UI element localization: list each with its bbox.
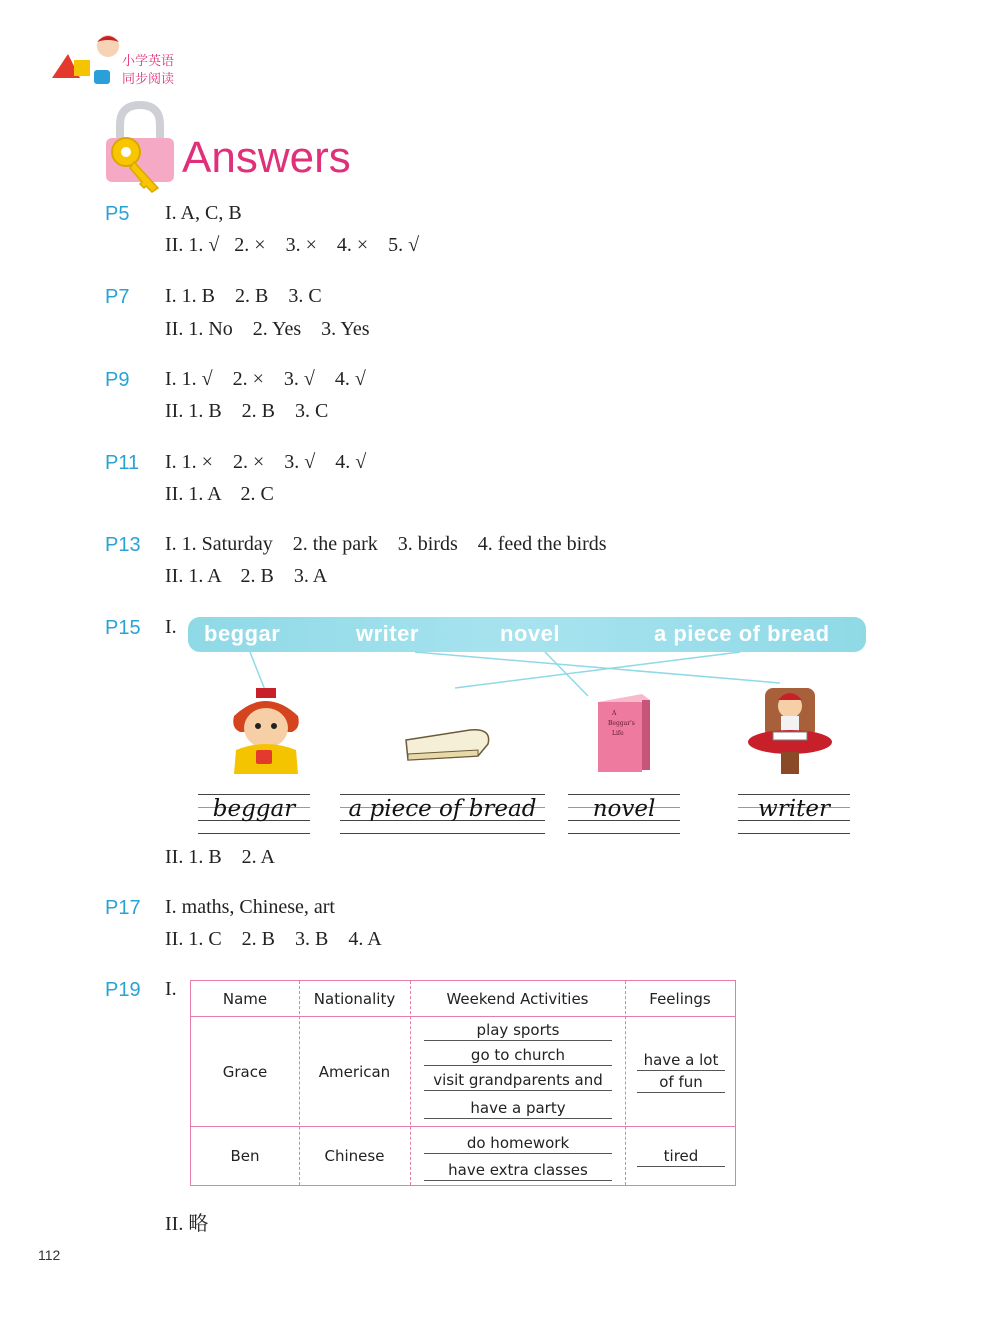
part-label: I. bbox=[165, 616, 177, 638]
answer-line: I. maths, Chinese, art bbox=[165, 896, 335, 918]
weekend-table bbox=[190, 980, 736, 1186]
activity-item: have extra classes bbox=[424, 1161, 612, 1181]
table-header: Name bbox=[222, 990, 268, 1008]
written-word: novel bbox=[592, 796, 656, 822]
nationality-cell: Chinese bbox=[324, 1147, 385, 1165]
page-label-p7: P7 bbox=[105, 286, 130, 308]
feeling-item: tired bbox=[637, 1147, 725, 1167]
name-cell: Grace bbox=[222, 1063, 268, 1081]
answer-line: II. 1. No 2. Yes 3. Yes bbox=[165, 318, 370, 340]
handwriting-line bbox=[738, 794, 850, 834]
activity-item: have a party bbox=[424, 1099, 612, 1119]
logo-line-2: 同步阅读 bbox=[122, 72, 175, 87]
activity-item: visit grandparents and bbox=[424, 1071, 612, 1091]
written-word: beggar bbox=[212, 796, 296, 822]
answer-line: I. 1. √ 2. × 3. √ 4. √ bbox=[165, 368, 366, 390]
activity-item: do homework bbox=[424, 1134, 612, 1154]
banner-word: novel bbox=[500, 621, 560, 646]
page-label-p19: P19 bbox=[105, 979, 141, 1001]
banner-word: beggar bbox=[204, 621, 281, 646]
answer-line: II. 1. A 2. C bbox=[165, 483, 274, 505]
banner-word: a piece of bread bbox=[654, 621, 830, 646]
banner-word: writer bbox=[356, 621, 419, 646]
name-cell: Ben bbox=[230, 1147, 260, 1165]
answer-line: I. 1. B 2. B 3. C bbox=[165, 285, 322, 307]
part-label: I. bbox=[165, 978, 177, 1000]
feeling-item: of fun bbox=[637, 1073, 725, 1093]
page-label-p11: P11 bbox=[105, 452, 140, 474]
page-label-p13: P13 bbox=[105, 534, 141, 556]
answer-line: II. 1. B 2. A bbox=[165, 846, 275, 868]
activity-item: go to church bbox=[424, 1046, 612, 1066]
nationality-cell: American bbox=[318, 1063, 391, 1081]
page-label-p9: P9 bbox=[105, 369, 130, 391]
table-header: Nationality bbox=[313, 990, 396, 1008]
logo-line-1: 小学英语 bbox=[122, 54, 175, 69]
table-header: Weekend Activities bbox=[446, 990, 589, 1008]
page-label-p17: P17 bbox=[105, 897, 141, 919]
novel-book-picture bbox=[594, 692, 652, 774]
book-title-word: A bbox=[612, 710, 617, 717]
answer-line: II. 1. A 2. B 3. A bbox=[165, 565, 328, 587]
answer-line: II. 1. B 2. B 3. C bbox=[165, 400, 329, 422]
answer-line: I. 1. × 2. × 3. √ 4. √ bbox=[165, 451, 367, 473]
page-title: Answers bbox=[182, 133, 351, 182]
written-word: writer bbox=[758, 796, 830, 822]
table-header: Feelings bbox=[649, 990, 711, 1008]
answer-line: II. 略 bbox=[165, 1213, 209, 1235]
answer-line: II. 1. √ 2. × 3. × 4. × 5. √ bbox=[165, 234, 420, 256]
page-label-p15: P15 bbox=[105, 617, 141, 639]
feeling-item: have a lot bbox=[637, 1051, 725, 1071]
bread-picture bbox=[400, 700, 495, 770]
answer-line: II. 1. C 2. B 3. B 4. A bbox=[165, 928, 382, 950]
written-word: a piece of bread bbox=[348, 796, 537, 822]
handwriting-line bbox=[340, 794, 545, 834]
book-title-word: Beggar's bbox=[608, 720, 635, 727]
handwriting-line bbox=[568, 794, 680, 834]
page-number: 112 bbox=[38, 1247, 61, 1263]
writer-picture bbox=[745, 686, 835, 776]
handwriting-line bbox=[198, 794, 310, 834]
book-title-word: Life bbox=[612, 730, 624, 737]
beggar-picture bbox=[226, 688, 306, 778]
activity-item: play sports bbox=[424, 1021, 612, 1041]
answer-line: I. 1. Saturday 2. the park 3. birds 4. feed the birds bbox=[165, 533, 607, 555]
answer-line: I. A, C, B bbox=[165, 202, 242, 224]
page-label-p5: P5 bbox=[105, 203, 130, 225]
